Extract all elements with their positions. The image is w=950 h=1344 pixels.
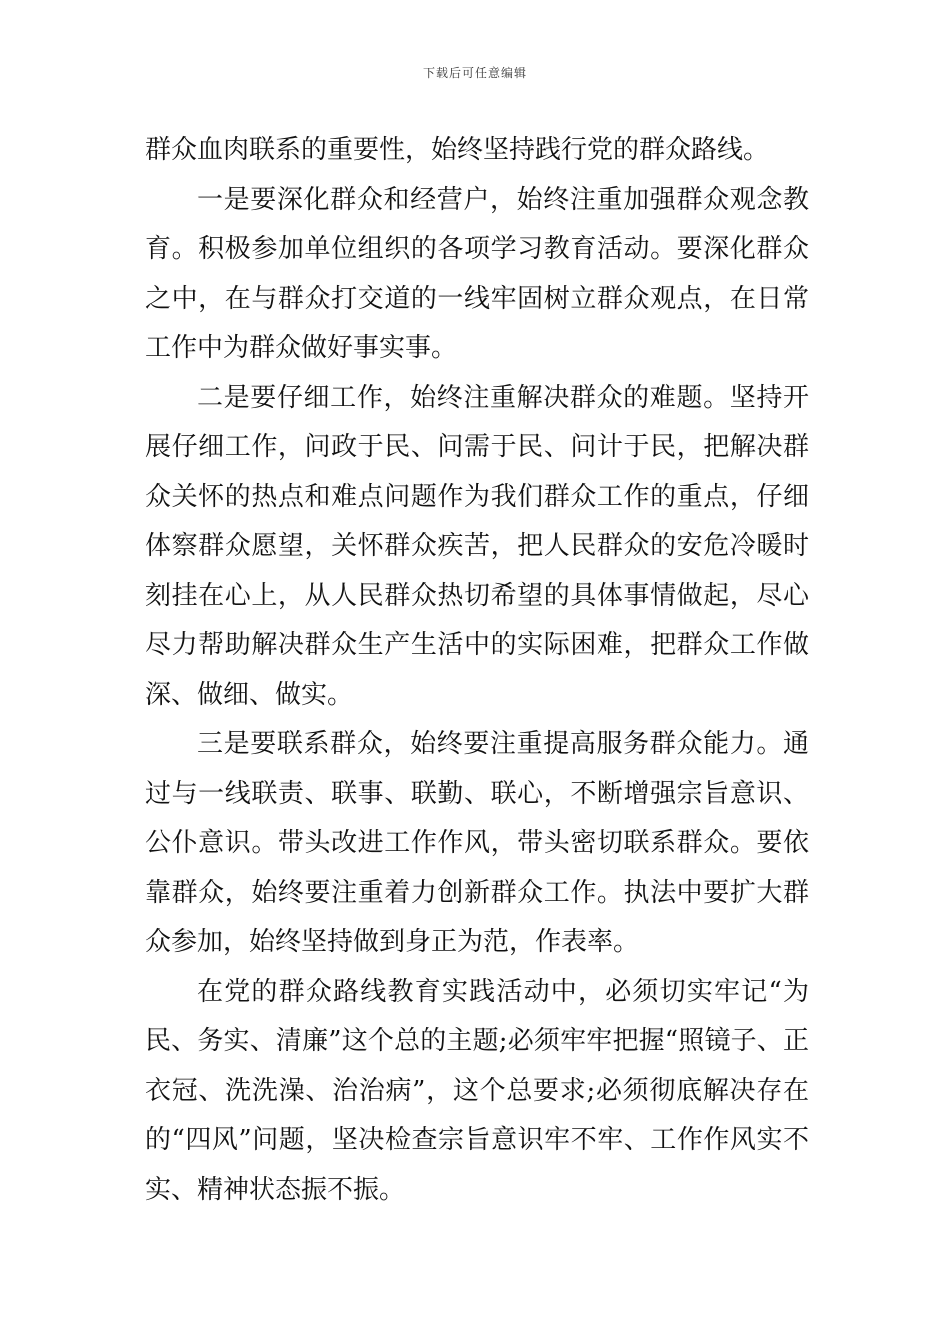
paragraph-4: 三是要联系群众，始终要注重提高服务群众能力。通过与一线联责、联事、联勤、联心，不断增强宗旨意识、公仆意识。带头改进工作作风，带头密切联系群众。要依靠群众，始终要注重着力创新群众工作。执法中要扩大群众参加，始终坚持做到身正为范，作表率。 bbox=[145, 729, 809, 957]
paragraph-3: 二是要仔细工作，始终注重解决群众的难题。坚持开展仔细工作，问政于民、问需于民、问计于民，把解决群众关怀的热点和难点问题作为我们群众工作的重点，仔细体察群众愿望，关怀群众疾苦，把人民群众的安危冷暖时刻挂在心上，从人民群众热切希望的具体事情做起，尽心尽力帮助解决群众生产生活中的实际困难，把群众工作做深、做细、做实。 bbox=[145, 382, 809, 710]
document-body bbox=[145, 126, 809, 1215]
page-header-note: 下载后可任意编辑 bbox=[422, 66, 527, 80]
paragraph-5: 在党的群众路线教育实践活动中，必须切实牢记“为民、务实、清廉”这个总的主题;必须牢牢把握“照镜子、正衣冠、洗洗澡、治治病”，这个总要求;必须彻底解决存在的“四风”问题，坚决检查宗旨意识牢不牢、工作作风实不实、精神状态振不振。 bbox=[145, 976, 809, 1205]
paragraph-2: 一是要深化群众和经营户，始终注重加强群众观念教育。积极参加单位组织的各项学习教育活动。要深化群众之中，在与群众打交道的一线牢固树立群众观点，在日常工作中为群众做好事实事。 bbox=[145, 184, 809, 363]
paragraph-1: 群众血肉联系的重要性，始终坚持践行党的群众路线。 bbox=[145, 135, 770, 165]
